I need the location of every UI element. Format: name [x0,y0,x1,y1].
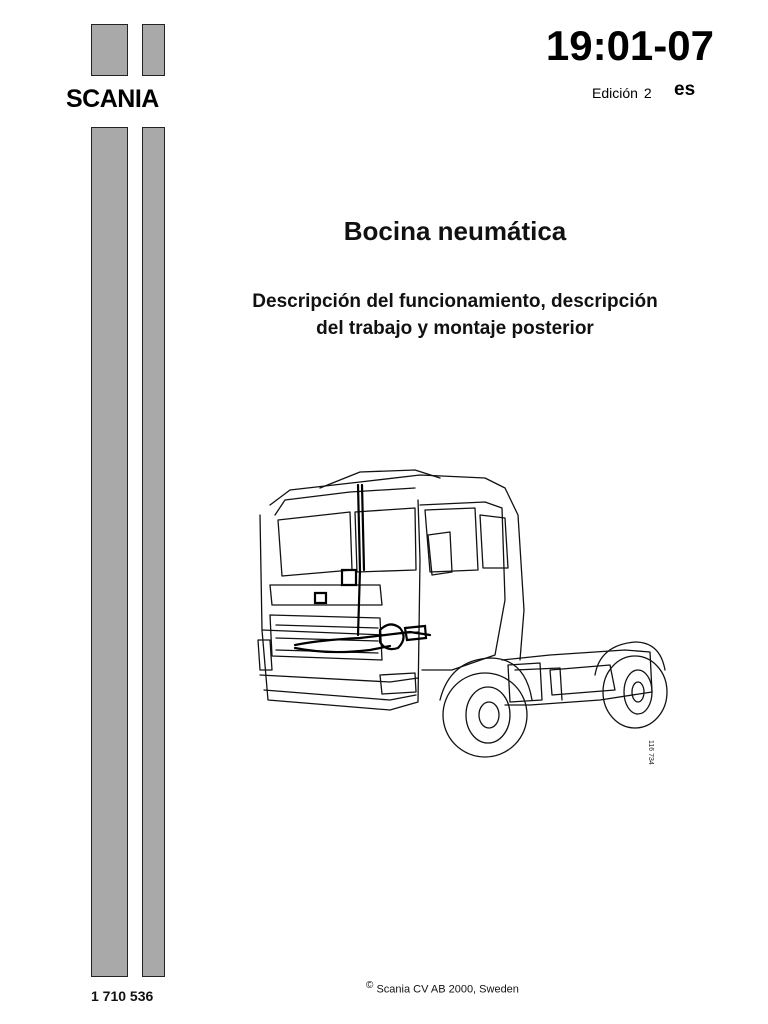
page-title: Bocina neumática [343,216,567,246]
decorative-bar-top-left [91,24,128,76]
copyright-text: Scania CV AB 2000, Sweden [376,983,519,996]
copyright-notice [366,980,519,996]
figure-code: 116 734 [647,740,654,765]
scania-logo: SCANIA [66,85,159,113]
subtitle-line-2: del trabajo y montaje posterior [316,318,594,339]
part-number: 1 710 536 [91,988,154,1004]
language-code: es [674,79,696,100]
decorative-bar-top-right [142,24,165,76]
copyright-symbol: © [366,980,374,991]
edition-info [592,85,652,101]
edition-label: Edición [592,85,638,101]
edition-number: 2 [643,85,652,101]
decorative-bar-left [91,127,128,977]
document-number: 19:01-07 [545,22,714,69]
truck-illustration [240,460,680,770]
subtitle-line-1: Descripción del funcionamiento, descripción [252,291,658,312]
page-subtitle [200,288,710,342]
decorative-bar-right [142,127,165,977]
